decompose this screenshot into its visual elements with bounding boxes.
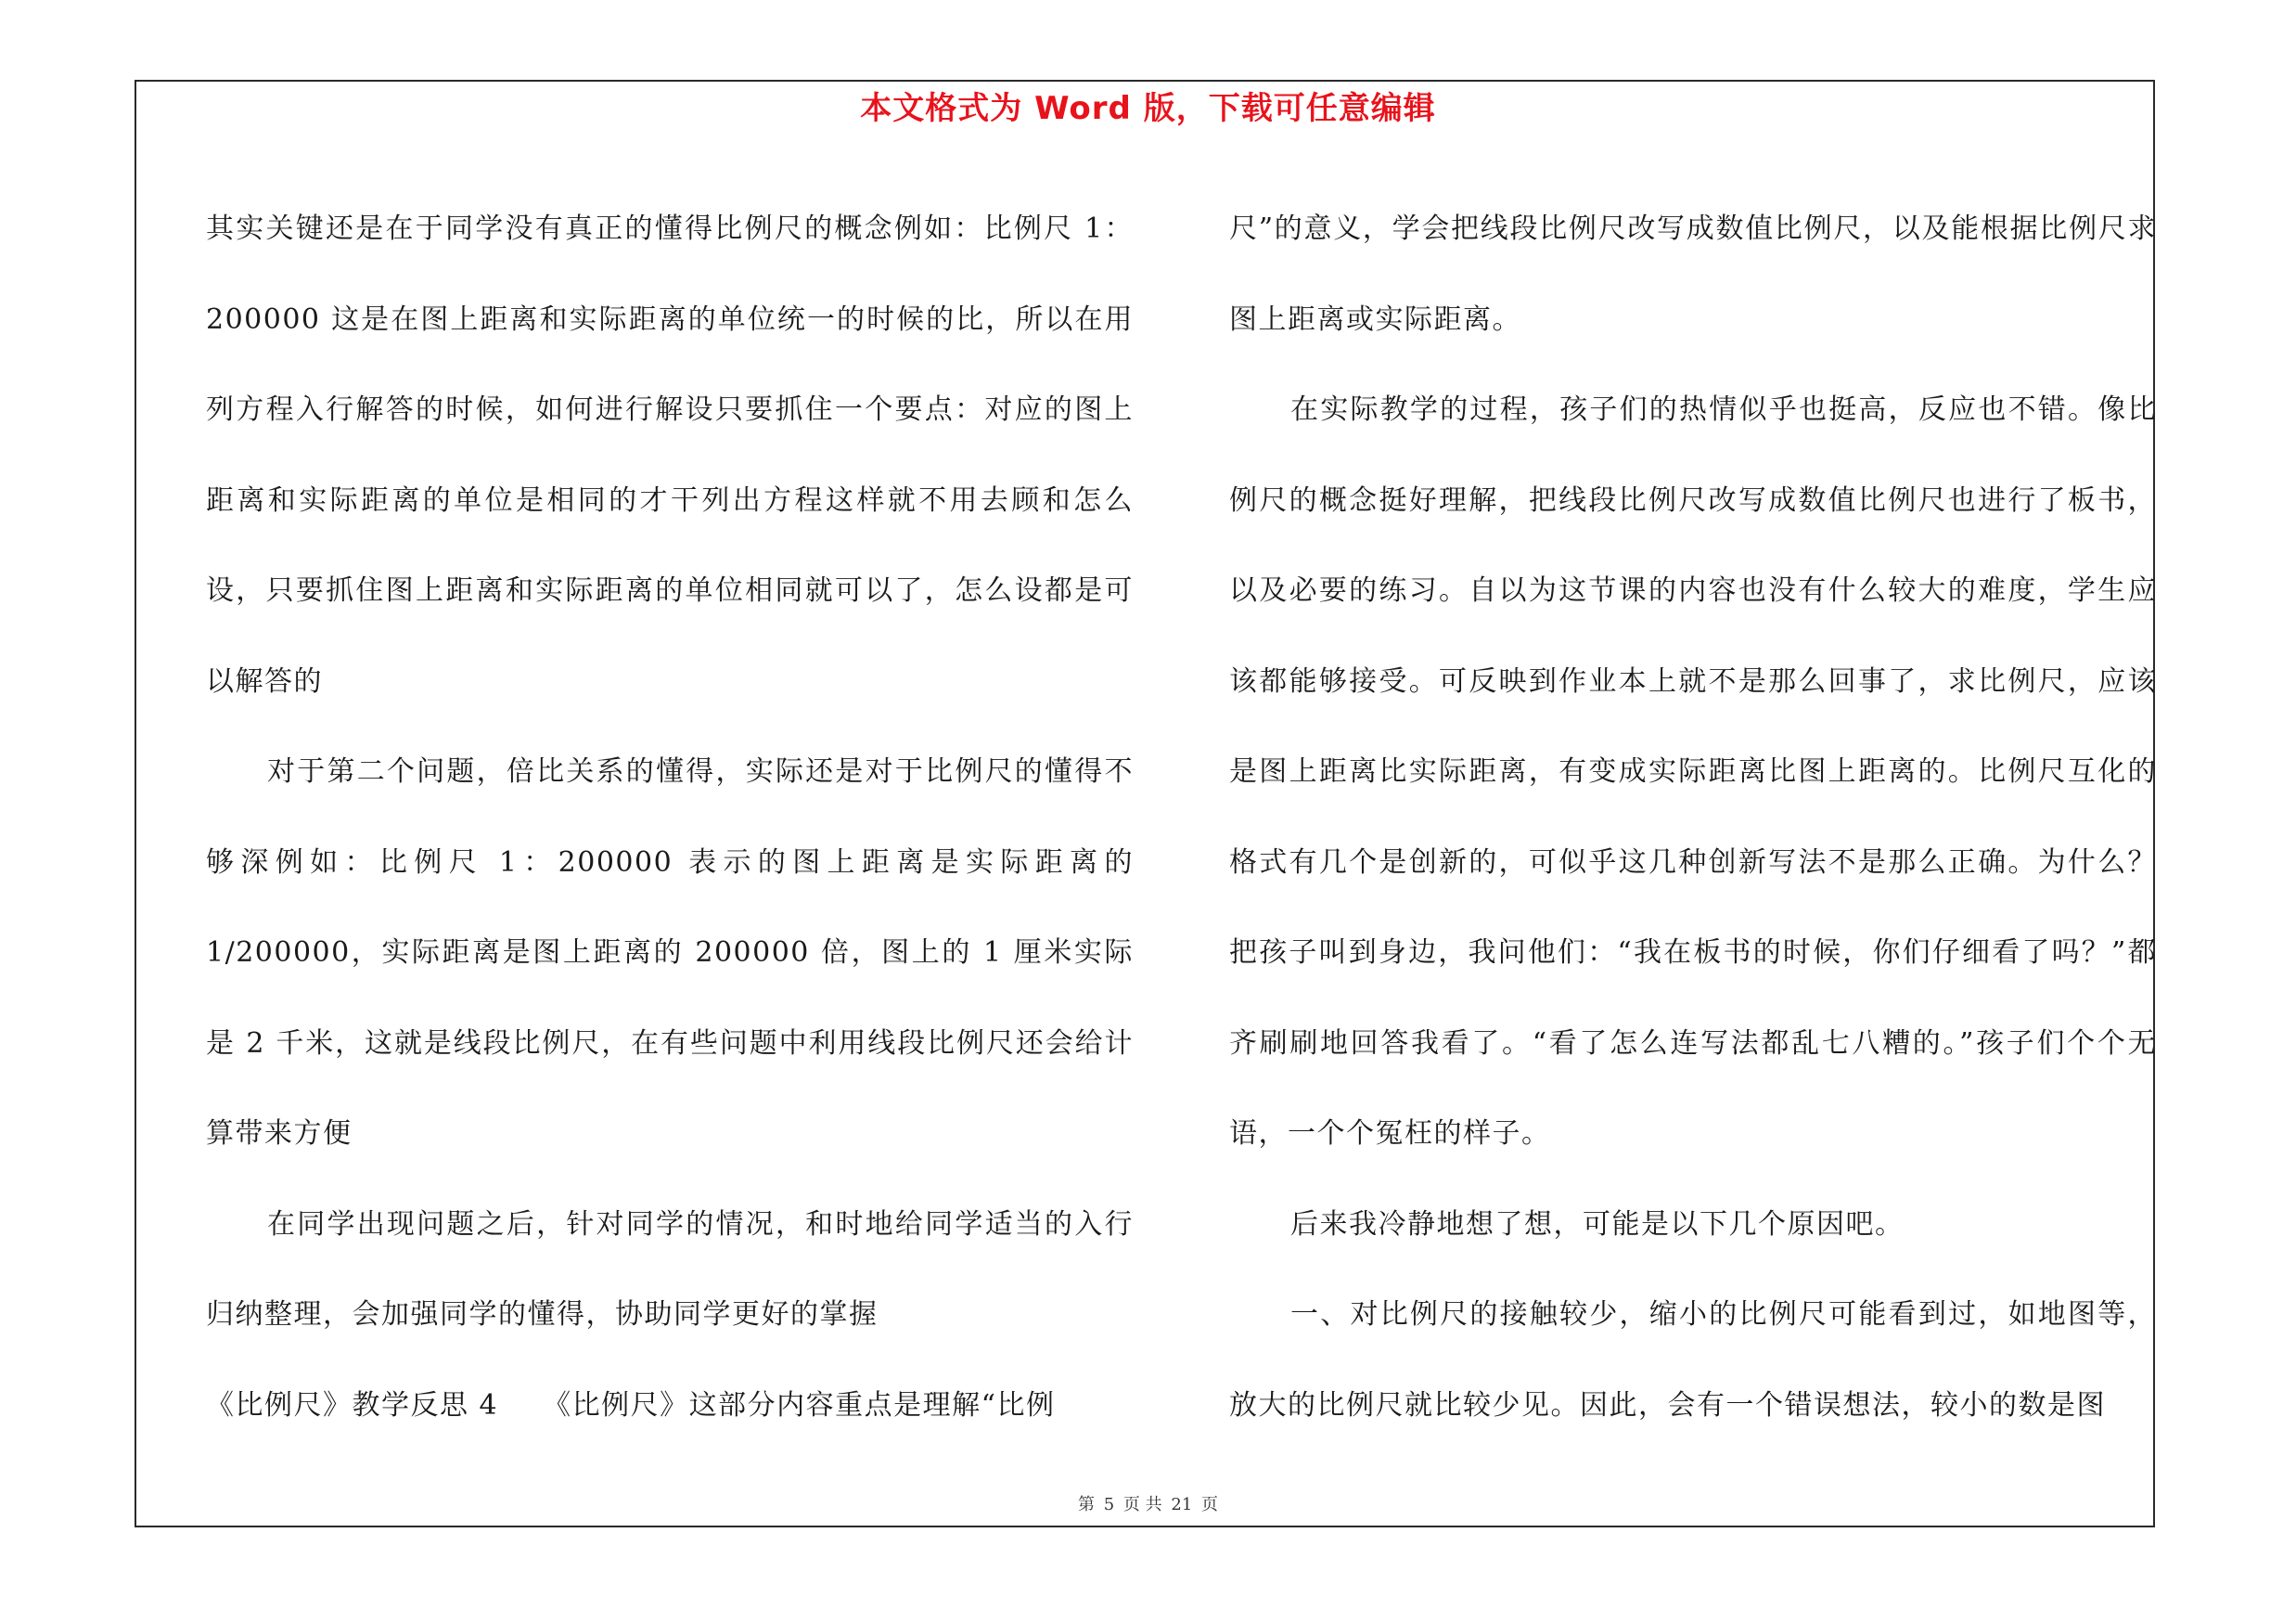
footer-total-pages: 21 bbox=[1171, 1495, 1193, 1514]
footer-prefix: 第 bbox=[1077, 1495, 1095, 1514]
right-paragraph-2: 在实际教学的过程，孩子们的热情似乎也挺高，反应也不错。像比例尺的概念挺好理解，把线段比例尺改写成数值比例尺也进行了板书，以及必要的练习。自以为这节课的内容也没有什么较大的难度，学生应该都能够接受。可反映到作业本上就不是那么回事了，求比例尺，应该是图上距离比实际距离，有变成实际距离比图上距离的。比例尺互化的格式有几个是创新的，可似乎这几种创新写法不是那么正确。为什么？把孩子叫到身边，我问他们：“我在板书的时候，你们仔细看了吗？”都齐刷刷地回答我看了。“看了怎么连写法都乱七八糟的。”孩子们个个无语，一个个冤枉的样子。 bbox=[1229, 393, 2157, 1150]
right-paragraph-1: 尺”的意义，学会把线段比例尺改写成数值比例尺，以及能根据比例尺求图上距离或实际距离。 bbox=[1229, 213, 2157, 336]
right-column bbox=[1229, 184, 2157, 1450]
footer-middle: 页 共 bbox=[1122, 1495, 1162, 1514]
page-number-footer bbox=[0, 1494, 2296, 1516]
right-paragraph-3: 后来我冷静地想了想，可能是以下几个原因吧。 bbox=[1290, 1207, 1905, 1241]
left-paragraph-4: 《比例尺》教学反思 4 《比例尺》这部分内容重点是理解“比例 bbox=[206, 1388, 1056, 1422]
footer-suffix: 页 bbox=[1201, 1495, 1219, 1514]
left-paragraph-3: 在同学出现问题之后，针对同学的情况，和时地给同学适当的入行归纳整理，会加强同学的懂得，协助同学更好的掌握 bbox=[206, 1207, 1134, 1331]
footer-page-number: 5 bbox=[1103, 1495, 1115, 1514]
left-paragraph-2: 对于第二个问题，倍比关系的懂得，实际还是对于比例尺的懂得不够深例如：比例尺 1：200000 表示的图上距离是实际距离的 1/200000，实际距离是图上距离的 200000 倍，图上的 1 厘米实际是 2 千米，这就是线段比例尺，在有些问题中利用线段比例尺还会给计算带来方便 bbox=[206, 755, 1134, 1150]
left-paragraph-1: 其实关键还是在于同学没有真正的懂得比例尺的概念例如：比例尺 1：200000 这是在图上距离和实际距离的单位统一的时候的比，所以在用列方程入行解答的时候，如何进行解设只要抓住一个要点：对应的图上距离和实际距离的单位是相同的才干列出方程这样就不用去顾和怎么设，只要抓住图上距离和实际距离的单位相同就可以了，怎么设都是可以解答的 bbox=[206, 213, 1134, 698]
header-banner: 本文格式为 Word 版，下载可任意编辑 bbox=[860, 90, 1436, 127]
left-column bbox=[206, 184, 1134, 1450]
right-paragraph-4: 一、对比例尺的接触较少，缩小的比例尺可能看到过，如地图等，放大的比例尺就比较少见。因此，会有一个错误想法，较小的数是图 bbox=[1229, 1298, 2157, 1422]
